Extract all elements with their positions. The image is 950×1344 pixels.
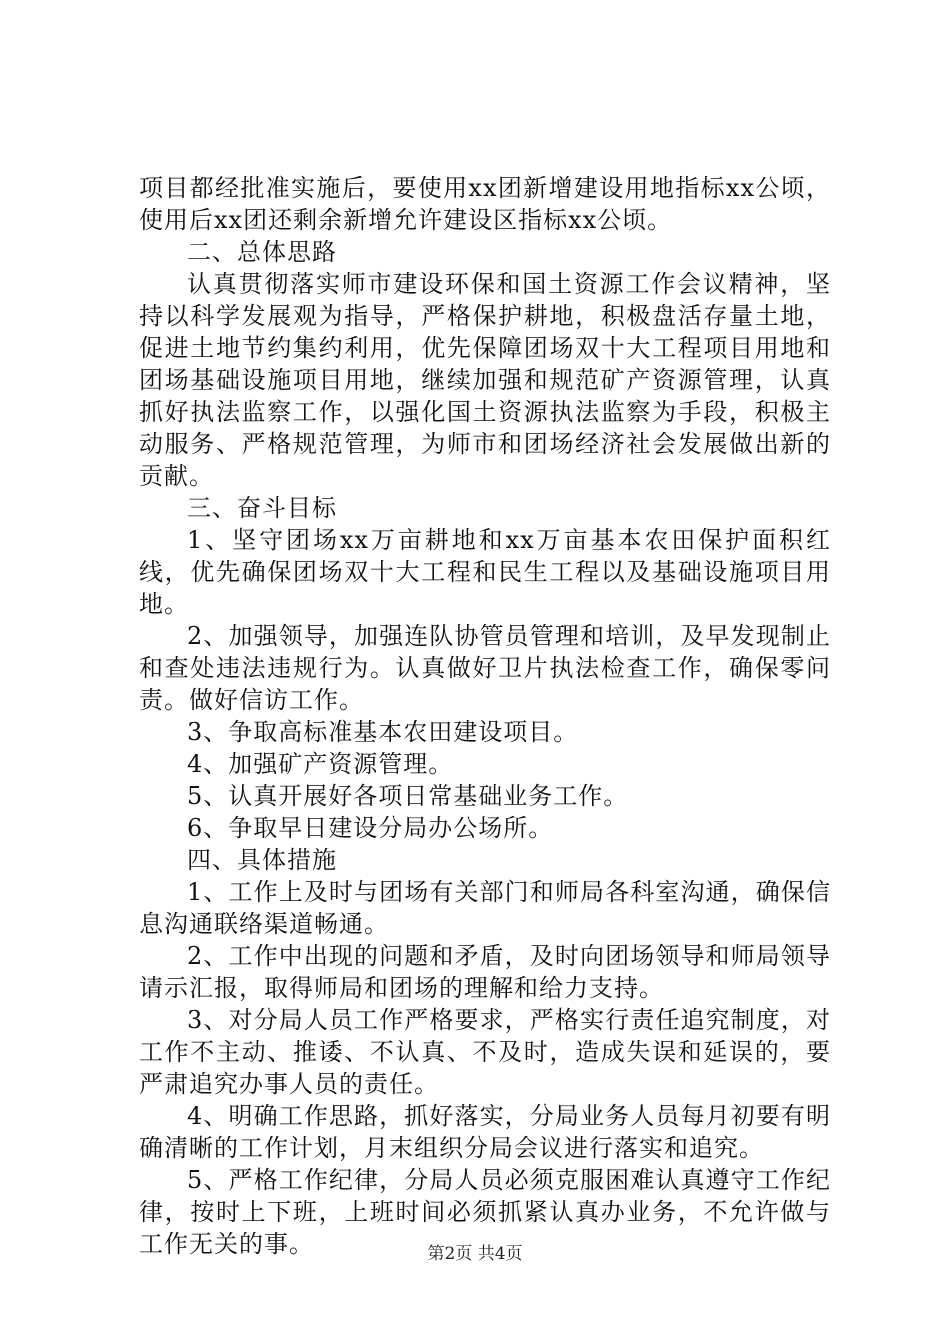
measure-item-2: 2、工作中出现的问题和矛盾，及时向团场领导和师局领导请示汇报，取得师局和团场的理解和给力支持。 (139, 942, 831, 1002)
paragraph-overall-approach: 认真贯彻落实师市建设环保和国土资源工作会议精神，坚持以科学发展观为指导，严格保护耕地，积极盘活存量土地，促进土地节约集约利用，优先保障团场双十大工程项目用地和团场基础设施项目用地，继续加强和规范矿产资源管理，认真抓好执法监察工作，以强化国土资源执法监察为手段，积极主动服务、严格规范管理，为师市和团场经济社会发展做出新的贡献。 (139, 270, 831, 490)
paragraph-continuation: 项目都经批准实施后，要使用xx团新增建设用地指标xx公顷，使用后xx团还剩余新增允许建设区指标xx公顷。 (139, 174, 831, 234)
goal-item-3: 3、争取高标准基本农田建设项目。 (187, 718, 579, 746)
measure-item-3: 3、对分局人员工作严格要求，严格实行责任追究制度，对工作不主动、推诿、不认真、不及时，造成失误和延误的，要严肃追究办事人员的责任。 (139, 1006, 831, 1098)
goal-item-1: 1、坚守团场xx万亩耕地和xx万亩基本农田保护面积红线，优先确保团场双十大工程和民生工程以及基础设施项目用地。 (139, 526, 831, 618)
goal-item-4: 4、加强矿产资源管理。 (187, 750, 454, 778)
document-body (139, 172, 831, 1260)
heading-measures: 四、具体措施 (187, 846, 337, 874)
heading-overall-approach: 二、总体思路 (187, 238, 337, 266)
goal-item-5: 5、认真开展好各项日常基础业务工作。 (187, 782, 629, 810)
measure-item-5: 5、严格工作纪律，分局人员必须克服困难认真遵守工作纪律，按时上下班，上班时间必须抓紧认真办业务，不允许做与工作无关的事。 (139, 1166, 831, 1258)
measure-item-1: 1、工作上及时与团场有关部门和师局各科室沟通，确保信息沟通联络渠道畅通。 (139, 878, 831, 938)
goal-item-6: 6、争取早日建设分局办公场所。 (187, 814, 554, 842)
page-number-footer: 第2页 共4页 (427, 1244, 523, 1264)
heading-goals: 三、奋斗目标 (187, 494, 337, 522)
measure-item-4: 4、明确工作思路，抓好落实，分局业务人员每月初要有明确清晰的工作计划，月末组织分局会议进行落实和追究。 (139, 1102, 831, 1162)
goal-item-2: 2、加强领导，加强连队协管员管理和培训，及早发现制止和查处违法违规行为。认真做好卫片执法检查工作，确保零问责。做好信访工作。 (139, 622, 831, 714)
